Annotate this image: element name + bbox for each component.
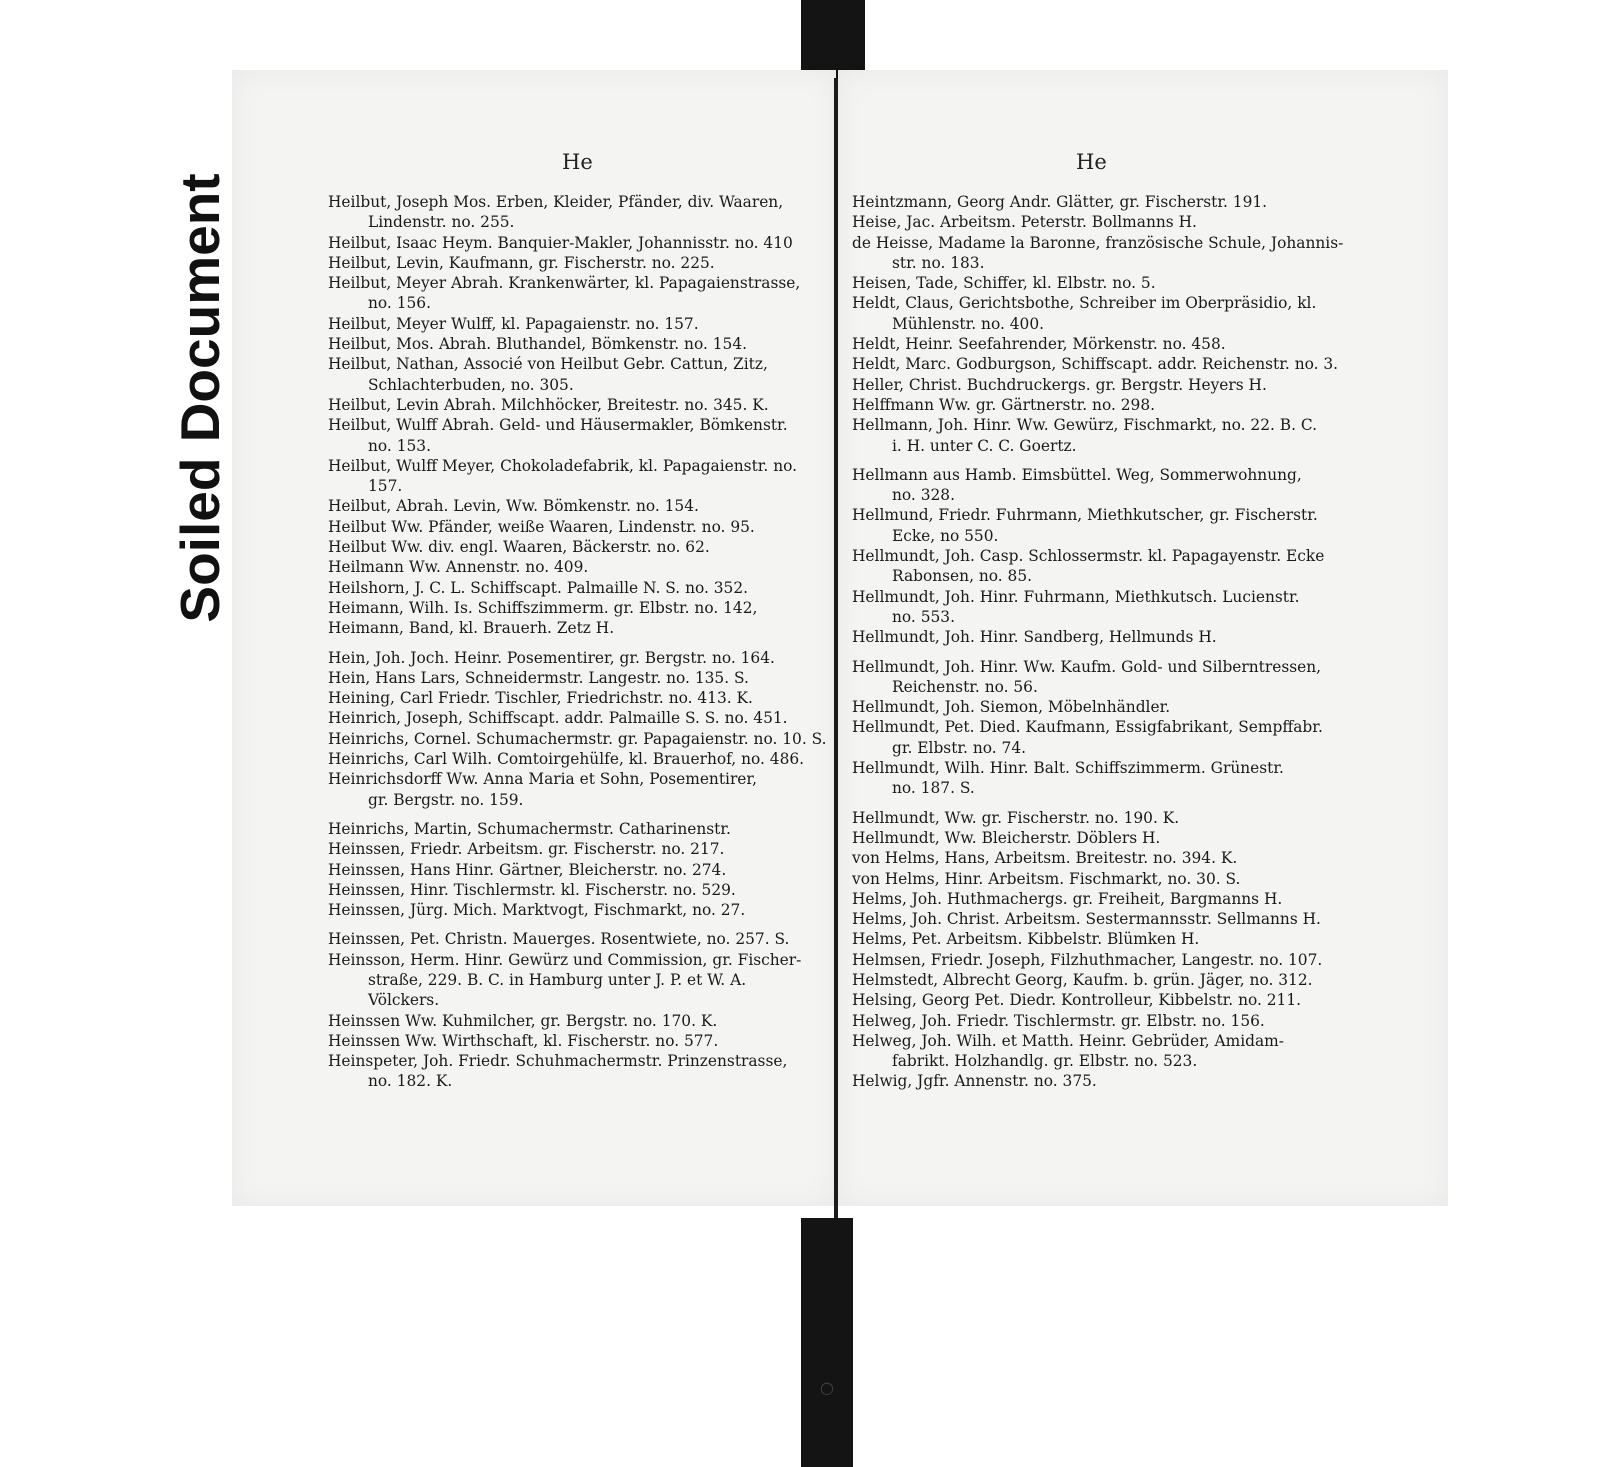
right-page [838, 70, 1448, 1206]
entry-line: Helweg, Joh. Wilh. et Matth. Heinr. Gebrüder, Amidam- [852, 1031, 1284, 1050]
directory-entry [328, 668, 827, 688]
directory-entry [328, 648, 827, 668]
directory-entry [328, 819, 827, 839]
entry-line: von Helms, Hinr. Arbeitsm. Fischmarkt, no. 30. S. [852, 869, 1241, 888]
entry-line: Heilbut Ww. div. engl. Waaren, Bäckerstr. no. 62. [328, 538, 710, 557]
entry-line: Hellmundt, Ww. gr. Fischerstr. no. 190. K. [852, 808, 1180, 827]
directory-entry [328, 860, 827, 880]
entry-line: Heinssen, Hinr. Tischlermstr. kl. Fischerstr. no. 529. [328, 880, 736, 899]
entry-line: Helms, Pet. Arbeitsm. Kibbelstr. Blümken H. [852, 930, 1200, 949]
entry-line: Heinssen, Hans Hinr. Gärtner, Bleicherstr. no. 274. [328, 860, 727, 879]
entry-line: Heilbut, Meyer Abrah. Krankenwärter, kl. Papagaienstrasse, [328, 274, 801, 293]
entry-continuation: straße, 229. B. C. in Hamburg unter J. P. et W. A. [368, 970, 747, 989]
entry-continuation: Völckers. [368, 991, 440, 1010]
binding-strip-top [801, 0, 865, 78]
directory-entry [852, 233, 1343, 274]
entry-line: Heilmann Ww. Annenstr. no. 409. [328, 558, 589, 577]
entry-line: Heinssen Ww. Kuhmilcher, gr. Bergstr. no. 170. K. [328, 1011, 718, 1030]
entry-line: Heilbut, Joseph Mos. Erben, Kleider, Pfänder, div. Waaren, [328, 193, 784, 211]
right-page-heading: He [1076, 150, 1107, 174]
directory-entry [328, 839, 827, 859]
directory-entry [852, 415, 1343, 456]
entry-line: Heilbut, Meyer Wulff, kl. Papagaienstr. no. 157. [328, 314, 699, 333]
entry-line: Helsing, Georg Pet. Diedr. Kontrolleur, Kibbelstr. no. 211. [852, 991, 1302, 1010]
entry-line: Helmsen, Friedr. Joseph, Filzhuthmacher, Langestr. no. 107. [852, 950, 1323, 969]
directory-entry [328, 496, 827, 516]
directory-entry [852, 587, 1343, 628]
directory-entry [328, 929, 827, 949]
entry-line: Heilbut, Abrah. Levin, Ww. Bömkenstr. no. 154. [328, 497, 699, 516]
directory-entry [328, 1031, 827, 1051]
entry-continuation: i. H. unter C. C. Goertz. [892, 436, 1077, 455]
directory-entry [852, 808, 1343, 828]
entry-line: Heisen, Tade, Schiffer, kl. Elbstr. no. 5. [852, 274, 1156, 293]
entry-line: Heilbut, Levin Abrah. Milchhöcker, Breitestr. no. 345. K. [328, 395, 769, 414]
directory-entry [852, 970, 1343, 990]
directory-entry [852, 465, 1343, 506]
directory-entry [328, 537, 827, 557]
entry-line: Heinsson, Herm. Hinr. Gewürz und Commission, gr. Fischer- [328, 950, 802, 969]
entry-line: Heinspeter, Joh. Friedr. Schuhmachermstr. Prinzenstrasse, [328, 1052, 788, 1071]
directory-entry [852, 697, 1343, 717]
entry-line: Hellmann aus Hamb. Eimsbüttel. Weg, Sommerwohnung, [852, 465, 1302, 484]
entry-continuation: 157. [368, 477, 403, 496]
entry-line: de Heisse, Madame la Baronne, französische Schule, Johannis- [852, 233, 1344, 252]
directory-entry [328, 1051, 827, 1092]
entry-line: Helms, Joh. Huthmachergs. gr. Freiheit, Bargmanns H. [852, 889, 1283, 908]
entry-line: Heilbut Ww. Pfänder, weiße Waaren, Lindenstr. no. 95. [328, 517, 755, 536]
entry-line: Helmstedt, Albrecht Georg, Kaufm. b. grün. Jäger, no. 312. [852, 970, 1313, 989]
directory-entry [852, 546, 1343, 587]
directory-entry [328, 456, 827, 497]
directory-entry [328, 708, 827, 728]
entry-continuation: no. 328. [892, 486, 955, 505]
entry-continuation: Ecke, no 550. [892, 526, 999, 545]
entry-continuation: no. 182. K. [368, 1072, 453, 1091]
entry-continuation: no. 187. S. [892, 779, 975, 798]
entry-line: Heinrichs, Carl Wilh. Comtoirgehülfe, kl. Brauerhof, no. 486. [328, 750, 805, 769]
entry-line: Hellmundt, Joh. Siemon, Möbelnhändler. [852, 698, 1171, 717]
directory-entry [852, 848, 1343, 868]
directory-entry [328, 1011, 827, 1031]
directory-entry [852, 1031, 1343, 1072]
entry-line: Hellmundt, Joh. Casp. Schlossermstr. kl. Papagayenstr. Ecke [852, 547, 1325, 566]
entry-line: Hellmund, Friedr. Fuhrmann, Miethkutscher, gr. Fischerstr. [852, 506, 1318, 525]
entry-line: Hellmundt, Joh. Hinr. Sandberg, Hellmunds H. [852, 628, 1217, 647]
book-gutter [834, 78, 838, 1218]
directory-entry [852, 293, 1343, 334]
directory-entry [852, 505, 1343, 546]
entry-line: Hellmundt, Wilh. Hinr. Balt. Schiffszimmerm. Grünestr. [852, 759, 1284, 778]
entry-continuation: Rabonsen, no. 85. [892, 567, 1033, 586]
entry-line: Heimann, Wilh. Is. Schiffszimmerm. gr. Elbstr. no. 142, [328, 598, 758, 617]
soiled-document-stamp: Soiled Document [169, 173, 231, 623]
entry-line: von Helms, Hans, Arbeitsm. Breitestr. no. 394. K. [852, 849, 1238, 868]
entry-line: Heldt, Heinr. Seefahrender, Mörkenstr. no. 458. [852, 335, 1226, 354]
entry-continuation: Reichenstr. no. 56. [892, 677, 1038, 696]
directory-entry [852, 627, 1343, 647]
entry-line: Heilbut, Nathan, Associé von Heilbut Gebr. Cattun, Zitz, [328, 355, 768, 374]
directory-entry [852, 889, 1343, 909]
entry-line: Hellmundt, Ww. Bleicherstr. Döblers H. [852, 828, 1161, 847]
entry-line: Heinssen, Pet. Christn. Mauerges. Rosentwiete, no. 257. S. [328, 930, 790, 949]
right-entry-list [852, 192, 1343, 1092]
entry-line: Heilbut, Mos. Abrah. Bluthandel, Bömkenstr. no. 154. [328, 335, 748, 354]
directory-entry [328, 749, 827, 769]
left-entry-list [328, 192, 827, 1092]
directory-entry [328, 517, 827, 537]
directory-entry [328, 900, 827, 920]
entry-line: Hellmundt, Joh. Hinr. Fuhrmann, Miethkutsch. Lucienstr. [852, 587, 1300, 606]
entry-line: Heining, Carl Friedr. Tischler, Friedrichstr. no. 413. K. [328, 689, 753, 708]
directory-entry [328, 688, 827, 708]
directory-entry [852, 375, 1343, 395]
left-page-heading: He [562, 150, 593, 174]
directory-entry [328, 598, 827, 618]
entry-line: Heldt, Marc. Godburgson, Schiffscapt. addr. Reichenstr. no. 3. [852, 355, 1339, 374]
directory-entry [852, 758, 1343, 799]
directory-entry [852, 212, 1343, 232]
directory-entry [328, 354, 827, 395]
directory-entry [852, 869, 1343, 889]
entry-line: Heinrichs, Martin, Schumachermstr. Catharinenstr. [328, 819, 731, 838]
entry-line: Heller, Christ. Buchdruckergs. gr. Bergstr. Heyers H. [852, 375, 1267, 394]
directory-entry [328, 273, 827, 314]
entry-continuation: Schlachterbuden, no. 305. [368, 375, 574, 394]
entry-line: Heilshorn, J. C. L. Schiffscapt. Palmaille N. S. no. 352. [328, 578, 749, 597]
directory-entry [852, 929, 1343, 949]
entry-line: Heintzmann, Georg Andr. Glätter, gr. Fischerstr. 191. [852, 193, 1268, 211]
entry-continuation: no. 156. [368, 294, 431, 313]
entry-continuation: gr. Elbstr. no. 74. [892, 738, 1027, 757]
entry-line: Heilbut, Isaac Heym. Banquier-Makler, Johannisstr. no. 410 [328, 233, 793, 252]
entry-line: Heinrichs, Cornel. Schumachermstr. gr. Papagaienstr. no. 10. S. [328, 729, 827, 748]
entry-line: Helms, Joh. Christ. Arbeitsm. Sestermannsstr. Sellmanns H. [852, 910, 1321, 929]
entry-line: Hellmundt, Joh. Hinr. Ww. Kaufm. Gold- und Silberntressen, [852, 657, 1322, 676]
directory-entry [328, 769, 827, 810]
directory-entry [852, 657, 1343, 698]
entry-line: Helweg, Joh. Friedr. Tischlermstr. gr. Elbstr. no. 156. [852, 1011, 1265, 1030]
entry-line: Heise, Jac. Arbeitsm. Peterstr. Bollmanns H. [852, 213, 1197, 232]
directory-entry [328, 192, 827, 233]
directory-entry [852, 192, 1343, 212]
left-page [232, 70, 836, 1206]
directory-entry [852, 717, 1343, 758]
directory-entry [328, 578, 827, 598]
directory-entry [328, 880, 827, 900]
entry-line: Heilbut, Levin, Kaufmann, gr. Fischerstr. no. 225. [328, 253, 715, 272]
entry-line: Heilbut, Wulff Meyer, Chokoladefabrik, kl. Papagaienstr. no. [328, 456, 798, 475]
directory-entry [852, 950, 1343, 970]
directory-entry [328, 950, 827, 1011]
directory-entry [328, 415, 827, 456]
entry-continuation: Mühlenstr. no. 400. [892, 314, 1045, 333]
entry-continuation: gr. Bergstr. no. 159. [368, 790, 524, 809]
entry-line: Heinrichsdorff Ww. Anna Maria et Sohn, Posementirer, [328, 770, 757, 789]
entry-line: Heimann, Band, kl. Brauerh. Zetz H. [328, 619, 615, 638]
entry-line: Heinssen, Jürg. Mich. Marktvogt, Fischmarkt, no. 27. [328, 901, 746, 920]
entry-line: Heilbut, Wulff Abrah. Geld- und Häusermakler, Bömkenstr. [328, 416, 788, 435]
entry-continuation: fabrikt. Holzhandlg. gr. Elbstr. no. 523. [892, 1052, 1198, 1071]
directory-entry [328, 334, 827, 354]
entry-line: Hellmundt, Pet. Died. Kaufmann, Essigfabrikant, Sempffabr. [852, 718, 1323, 737]
directory-entry [852, 354, 1343, 374]
directory-entry [328, 618, 827, 638]
directory-entry [852, 395, 1343, 415]
entry-line: Hein, Joh. Joch. Heinr. Posementirer, gr. Bergstr. no. 164. [328, 648, 775, 667]
punch-hole-mark: ○ [820, 1378, 834, 1397]
directory-entry [852, 1071, 1343, 1091]
entry-line: Helffmann Ww. gr. Gärtnerstr. no. 298. [852, 395, 1156, 414]
entry-line: Heldt, Claus, Gerichtsbothe, Schreiber im Oberpräsidio, kl. [852, 294, 1317, 313]
directory-entry [852, 1011, 1343, 1031]
entry-continuation: str. no. 183. [892, 253, 985, 272]
directory-entry [328, 395, 827, 415]
entry-continuation: no. 153. [368, 436, 431, 455]
entry-line: Helwig, Jgfr. Annenstr. no. 375. [852, 1072, 1097, 1091]
entry-line: Heinrich, Joseph, Schiffscapt. addr. Palmaille S. S. no. 451. [328, 709, 788, 728]
entry-continuation: no. 553. [892, 607, 955, 626]
entry-line: Heinssen Ww. Wirthschaft, kl. Fischerstr. no. 577. [328, 1031, 719, 1050]
directory-entry [328, 233, 827, 253]
entry-line: Hellmann, Joh. Hinr. Ww. Gewürz, Fischmarkt, no. 22. B. C. [852, 416, 1318, 435]
directory-entry [328, 253, 827, 273]
directory-entry [852, 334, 1343, 354]
entry-line: Hein, Hans Lars, Schneidermstr. Langestr. no. 135. S. [328, 668, 749, 687]
entry-line: Heinssen, Friedr. Arbeitsm. gr. Fischerstr. no. 217. [328, 840, 725, 859]
directory-entry [852, 273, 1343, 293]
directory-entry [328, 729, 827, 749]
directory-entry [852, 909, 1343, 929]
directory-entry [328, 314, 827, 334]
directory-entry [852, 990, 1343, 1010]
entry-continuation: Lindenstr. no. 255. [368, 213, 515, 232]
binding-strip-bottom [801, 1218, 853, 1467]
directory-entry [328, 557, 827, 577]
directory-entry [852, 828, 1343, 848]
